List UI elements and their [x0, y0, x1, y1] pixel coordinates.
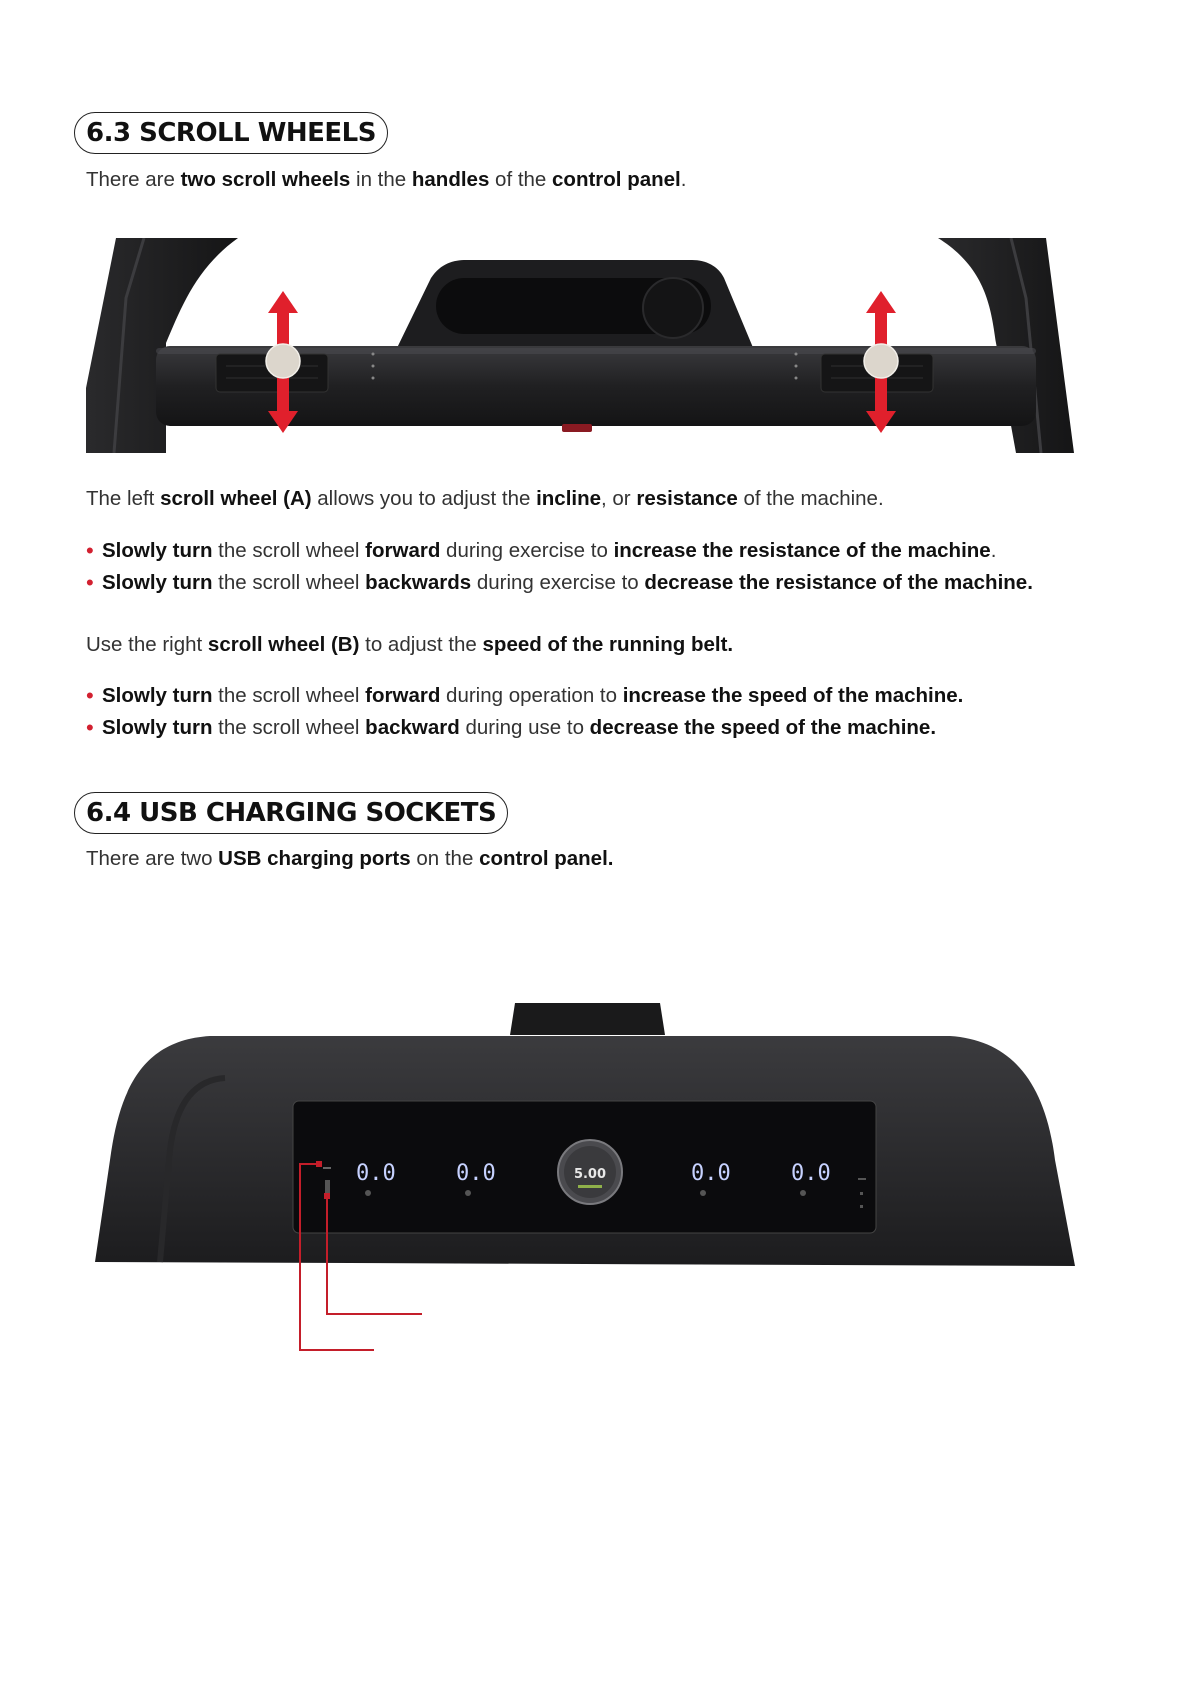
readout-2: 0.0	[456, 1161, 496, 1186]
list-item: • Slowly turn the scroll wheel forward during exercise to increase the resistance of the machine.	[86, 538, 997, 563]
list-item: • Slowly turn the scroll wheel backwards during exercise to decrease the resistance of the machine.	[86, 570, 1033, 595]
handlebar-scroll-wheels-image	[86, 238, 1074, 453]
console-usb-ports-image	[90, 1000, 1080, 1360]
incline-bullet-list	[86, 535, 1033, 599]
center-dial-value: 5.00	[573, 1167, 607, 1182]
readout-4: 0.0	[791, 1161, 831, 1186]
readout-3: 0.0	[691, 1161, 731, 1186]
list-item: • Slowly turn the scroll wheel backward during use to decrease the speed of the machine.	[86, 715, 937, 740]
section-heading-scroll-wheels: 6.3 SCROLL WHEELS	[74, 112, 388, 154]
speed-bullet-list	[86, 680, 963, 744]
scroll-wheels-intro: There are two scroll wheels in the handles of the control panel.	[86, 168, 687, 191]
left-scroll-wheel-description: The left scroll wheel (A) allows you to adjust the incline, or resistance of the machine.	[86, 487, 884, 510]
readout-1: 0.0	[356, 1161, 396, 1186]
list-item: • Slowly turn the scroll wheel forward during operation to increase the speed of the machine.	[86, 683, 964, 708]
section-heading-usb-charging: 6.4 USB CHARGING SOCKETS	[74, 792, 508, 834]
right-scroll-wheel-description: Use the right scroll wheel (B) to adjust the speed of the running belt.	[86, 633, 734, 656]
usb-charging-intro: There are two USB charging ports on the control panel.	[86, 847, 614, 870]
